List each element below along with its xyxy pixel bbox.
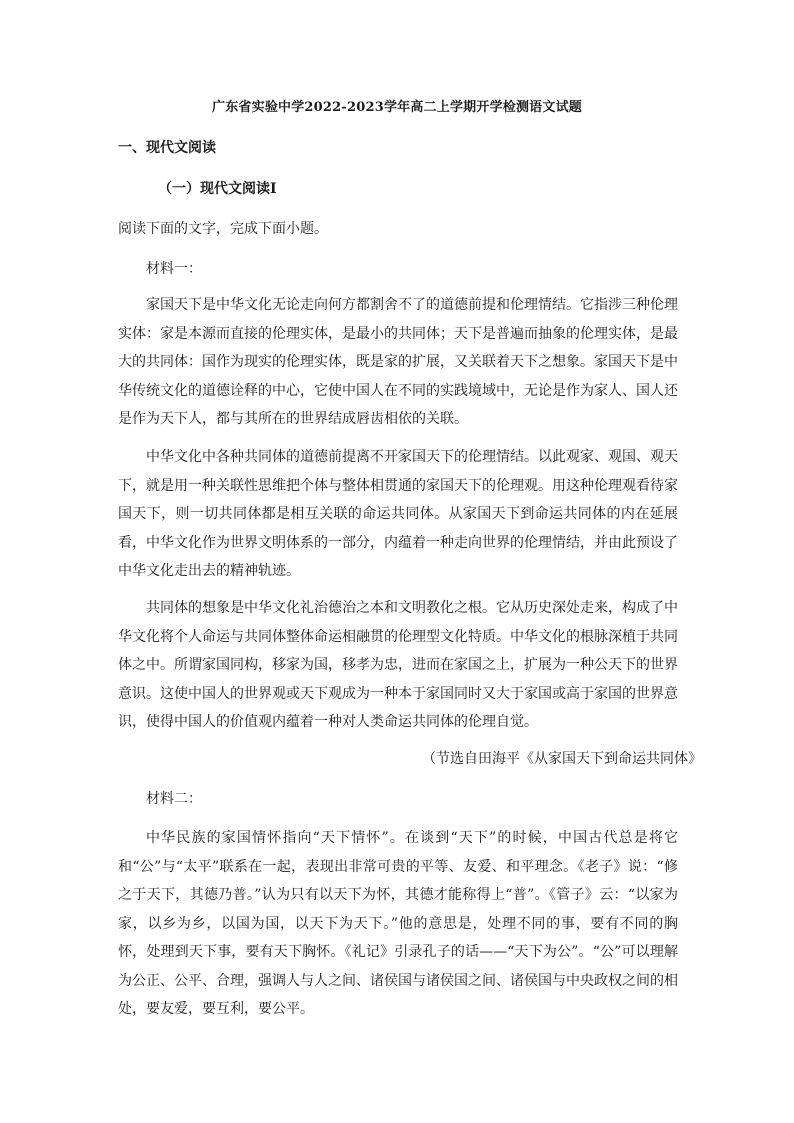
material-one-paragraph: 中华文化中各种共同体的道德前提离不开家国天下的伦理情结。以此观家、观国、观天下，就是用一种关联性思维把个体与整体相贯通的家国天下的伦理观。用这种伦理观看待家国天下，则一切共同体都是相互关联的命运共同体。从家国天下到命运共同体的内在延展看，中华文化作为世界文明体系的一部分，内蕴着一种走向世界的伦理情结，并由此预设了中华文化走出去的精神轨迹。	[118, 449, 678, 579]
material-one-label: 材料一：	[146, 261, 202, 277]
material-one-paragraph: 家国天下是中华文化无论走向何方都割舍不了的道德前提和伦理情结。它指涉三种伦理实体：家是本源而直接的伦理实体，是最小的共同体；天下是普遍而抽象的伦理实体，是最大的共同体：国作为现实的伦理实体，既是家的扩展，又关联着天下之想象。家国天下是中华传统文化的道德诠释的中心，它使中国人在不同的实践境域中，无论是作为家人、国人还是作为天下人，都与其所在的世界结成唇齿相依的关联。	[118, 297, 678, 427]
material-one-source: （节选自田海平《从家国天下到命运共同体》	[422, 751, 702, 767]
material-two-label: 材料二：	[146, 791, 202, 807]
document-title: 广东省实验中学2022-2023学年高二上学期开学检测语文试题	[212, 100, 582, 115]
material-two-paragraph: 中华民族的家国情怀指向“天下情怀”。在谈到“天下”的时候，中国古代总是将它和“公”与“太平”联系在一起，表现出非常可贵的平等、友爱、和平理念。《老子》说：“修之于天下，其德乃普。”认为只有以天下为怀，其德才能称得上“普”。《管子》云：“以家为家，以乡为乡，以国为国，以天下为天下。”他的意思是，处理不同的事，要有不同的胸怀，处理到天下事，要有天下胸怀。《礼记》引录孔子的话——“天下为公”。“公”可以理解为公正、公平、合理，强调人与人之间、诸侯国与诸侯国之间、诸侯国与中央政权之间的相处，要友爱，要互利，要公平。	[118, 830, 678, 1017]
reading-instruction: 阅读下面的文字，完成下面小题。	[118, 221, 328, 237]
material-one-paragraph: 共同体的想象是中华文化礼治德治之本和文明教化之根。它从历史深处走来，构成了中华文化将个人命运与共同体整体命运相融贯的伦理型文化特质。中华文化的根脉深植于共同体之中。所谓家国同构，移家为国，移孝为忠，进而在家国之上，扩展为一种公天下的世界意识。这使中国人的世界观或天下观成为一种本于家国同时又大于家国或高于家国的世界意识，使得中国人的价值观内蕴着一种对人类命运共同体的伦理自觉。	[118, 600, 678, 730]
sub-heading: （一）现代文阅读Ⅰ	[158, 181, 277, 197]
section-heading: 一、现代文阅读	[118, 140, 216, 156]
